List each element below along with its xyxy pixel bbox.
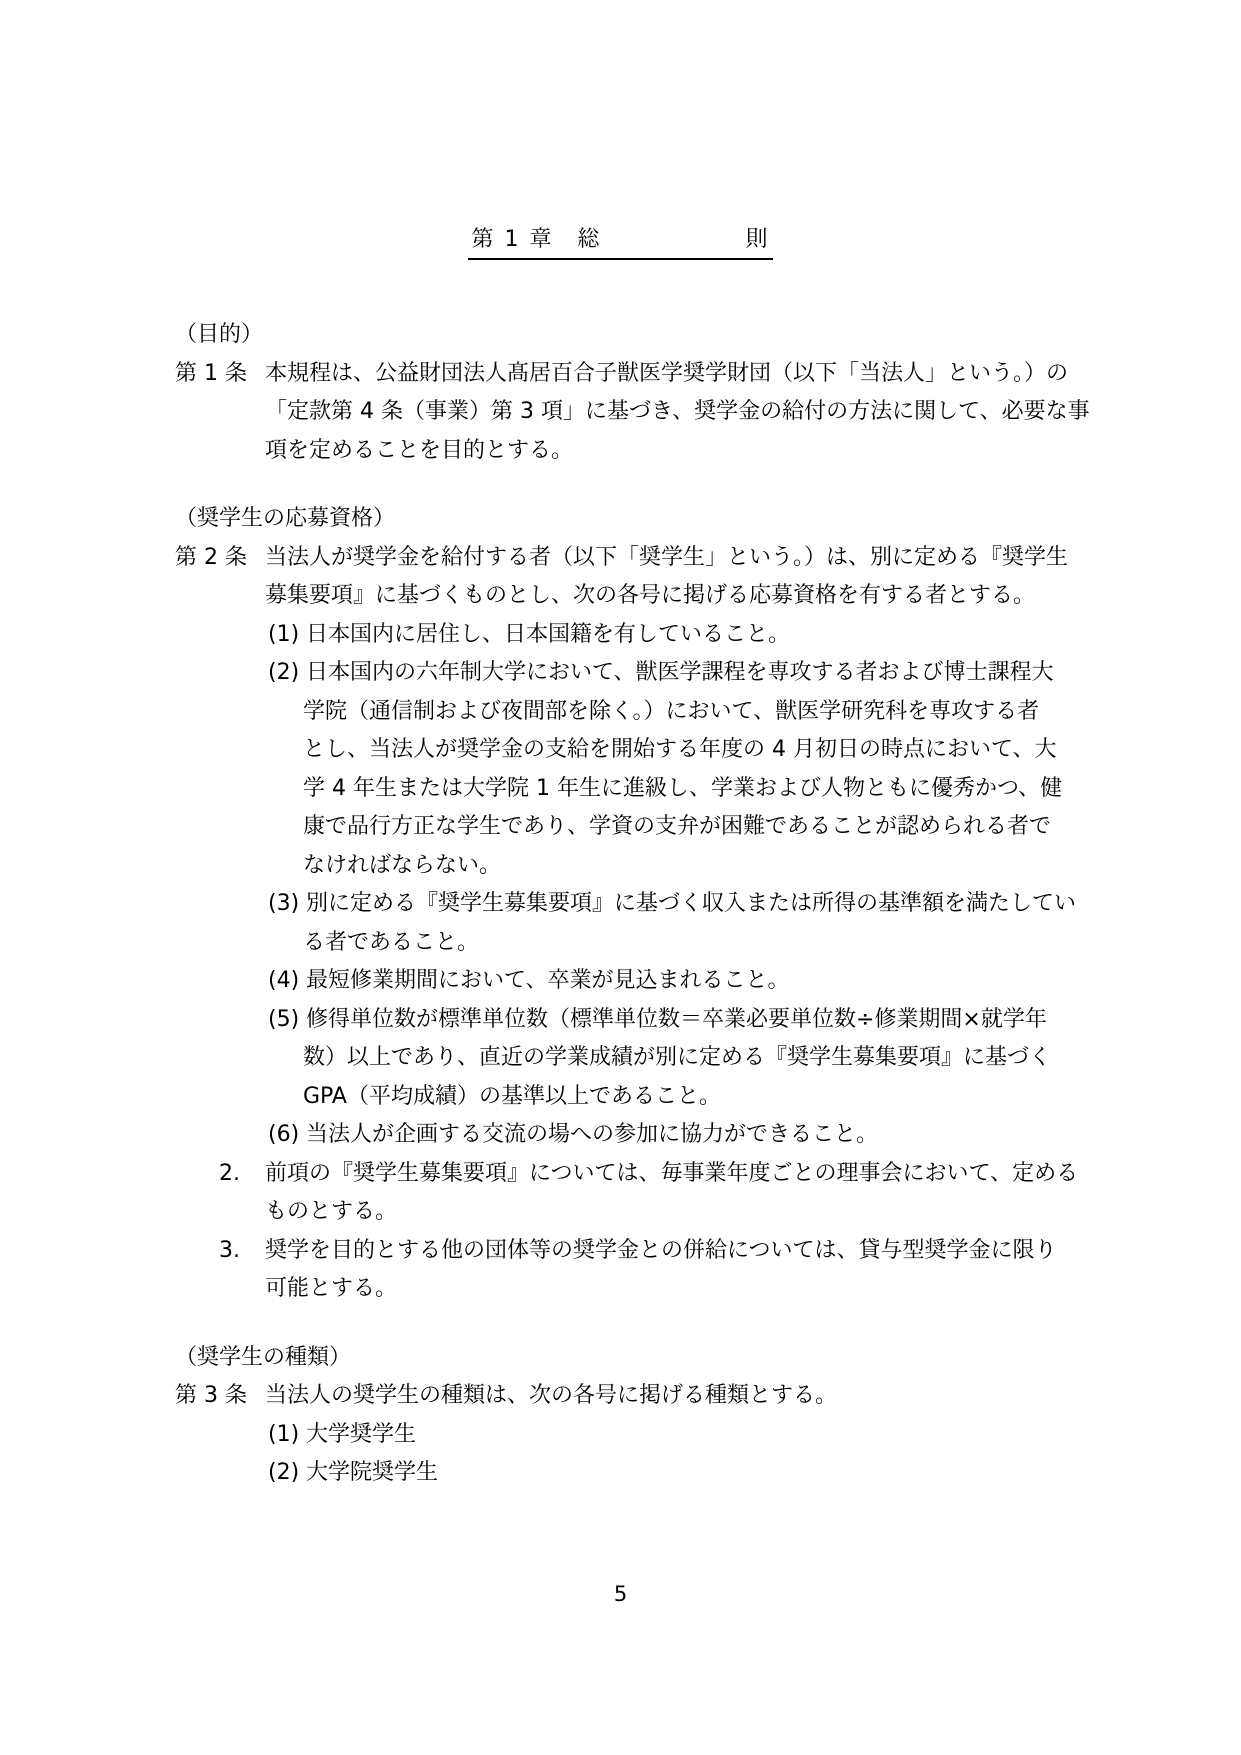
line-marker: (3) xyxy=(268,891,300,916)
article-3-item-1 xyxy=(0,1416,1241,1455)
article-1-line-3 xyxy=(0,432,1241,471)
line-text: 奨学を目的とする他の団体等の奨学金との併給については、貸与型奨学金に限り xyxy=(265,1237,1057,1263)
article-2-item-2-line-2 xyxy=(0,693,1241,732)
line-marker: 3. xyxy=(219,1237,240,1263)
article-2-item-2-line-5 xyxy=(0,808,1241,847)
line-text: 可能とする。 xyxy=(265,1276,398,1301)
chapter-title xyxy=(0,0,1241,254)
article-2-item-2-line-3 xyxy=(0,731,1241,770)
line-text: 項を定めることを目的とする。 xyxy=(265,437,574,463)
article-2-item-3 xyxy=(0,885,1241,924)
line-text: 大学院奨学生 xyxy=(306,1460,439,1485)
line-marker: (2) xyxy=(268,660,300,685)
line-text: 当法人の奨学生の種類は、次の各号に掲げる種類とする。 xyxy=(265,1383,838,1408)
document-body xyxy=(0,316,1241,1493)
line-marker: 第 1 条 xyxy=(175,360,247,386)
line-marker: 第 3 条 xyxy=(175,1383,247,1408)
line-text: 別に定める『奨学生募集要項』に基づく収入または所得の基準額を満たしてい xyxy=(306,891,1077,916)
line-text: 最短修業期間において、卒業が見込まれること。 xyxy=(306,968,790,993)
line-text: 当法人が奨学金を給付する者（以下「奨学生」という。）は、別に定める『奨学生 xyxy=(265,544,1069,570)
line-text: ものとする。 xyxy=(265,1199,398,1224)
line-text: （奨学生の応募資格） xyxy=(175,506,396,531)
line-marker: (2) xyxy=(268,1460,300,1485)
line-marker: 2. xyxy=(219,1160,240,1186)
line-marker: (6) xyxy=(268,1122,300,1147)
line-marker: 第 2 条 xyxy=(175,544,247,570)
article-1-line-2 xyxy=(0,393,1241,432)
article-2-item-2-line-4 xyxy=(0,770,1241,809)
line-text: 本規程は、公益財団法人髙居百合子獣医学奨学財団（以下「当法人」という。）の xyxy=(265,360,1069,386)
line-marker: (4) xyxy=(268,968,300,993)
line-marker: (5) xyxy=(268,1006,300,1032)
line-text: 修得単位数が標準単位数（標準単位数＝卒業必要単位数÷修業期間×就学年 xyxy=(306,1006,1047,1032)
article-3-item-2 xyxy=(0,1454,1241,1493)
article-2-item-2 xyxy=(0,654,1241,693)
article-2-item-1 xyxy=(0,616,1241,655)
page-number: 5 xyxy=(613,1582,628,1606)
line-text: 「定款第 4 条（事業）第 3 項」に基づき、奨学金の給付の方法に関して、必要な事 xyxy=(265,399,1090,424)
line-text: 学院（通信制および夜間部を除く。）において、獣医学研究科を専攻する者 xyxy=(303,698,1040,724)
article-2-item-5-line-3 xyxy=(0,1078,1241,1117)
line-text: GPA（平均成績）の基準以上であること。 xyxy=(303,1083,721,1109)
line-text: なければならない。 xyxy=(303,852,502,878)
section-heading-eligibility xyxy=(0,500,1241,539)
chapter-title-text: 第 1 章 総 則 xyxy=(468,222,774,260)
article-2 xyxy=(0,539,1241,578)
article-2-item-5 xyxy=(0,1001,1241,1040)
article-2-clause-2-line-2 xyxy=(0,1193,1241,1232)
line-marker: (1) xyxy=(268,1421,300,1447)
article-2-item-5-line-2 xyxy=(0,1039,1241,1078)
article-3 xyxy=(0,1377,1241,1416)
line-text: 当法人が企画する交流の場への参加に協力ができること。 xyxy=(306,1122,879,1147)
line-text: 康で品行方正な学生であり、学資の支弁が困難であることが認められる者で xyxy=(303,814,1052,839)
line-text: 前項の『奨学生募集要項』については、毎事業年度ごとの理事会において、定める xyxy=(265,1160,1079,1186)
line-marker: (1) xyxy=(268,621,300,647)
line-text: 大学奨学生 xyxy=(306,1421,417,1447)
article-2-item-2-line-6 xyxy=(0,847,1241,886)
article-2-clause-3 xyxy=(0,1232,1241,1271)
line-text: 募集要項』に基づくものとし、次の各号に掲げる応募資格を有する者とする。 xyxy=(265,583,1036,608)
article-1 xyxy=(0,355,1241,394)
line-text: 数）以上であり、直近の学業成績が別に定める『奨学生募集要項』に基づく xyxy=(303,1045,1052,1070)
article-2-line-2 xyxy=(0,577,1241,616)
line-text: （奨学生の種類） xyxy=(175,1344,352,1370)
article-2-item-6 xyxy=(0,1116,1241,1155)
article-2-item-4 xyxy=(0,962,1241,1001)
line-text: る者であること。 xyxy=(303,929,480,955)
line-text: （目的） xyxy=(175,322,264,347)
article-2-clause-3-line-2 xyxy=(0,1270,1241,1309)
line-text: 日本国内の六年制大学において、獣医学課程を専攻する者および博士課程大 xyxy=(306,660,1054,685)
section-heading-types xyxy=(0,1339,1241,1378)
line-text: 学 4 年生または大学院 1 年生に進級し、学業および人物ともに優秀かつ、健 xyxy=(303,775,1063,801)
line-text: 日本国内に居住し、日本国籍を有していること。 xyxy=(306,621,791,647)
section-heading-purpose xyxy=(0,316,1241,355)
article-2-item-3-line-2 xyxy=(0,924,1241,963)
line-text: とし、当法人が奨学金の支給を開始する年度の 4 月初日の時点において、大 xyxy=(303,737,1057,762)
article-2-clause-2 xyxy=(0,1155,1241,1194)
